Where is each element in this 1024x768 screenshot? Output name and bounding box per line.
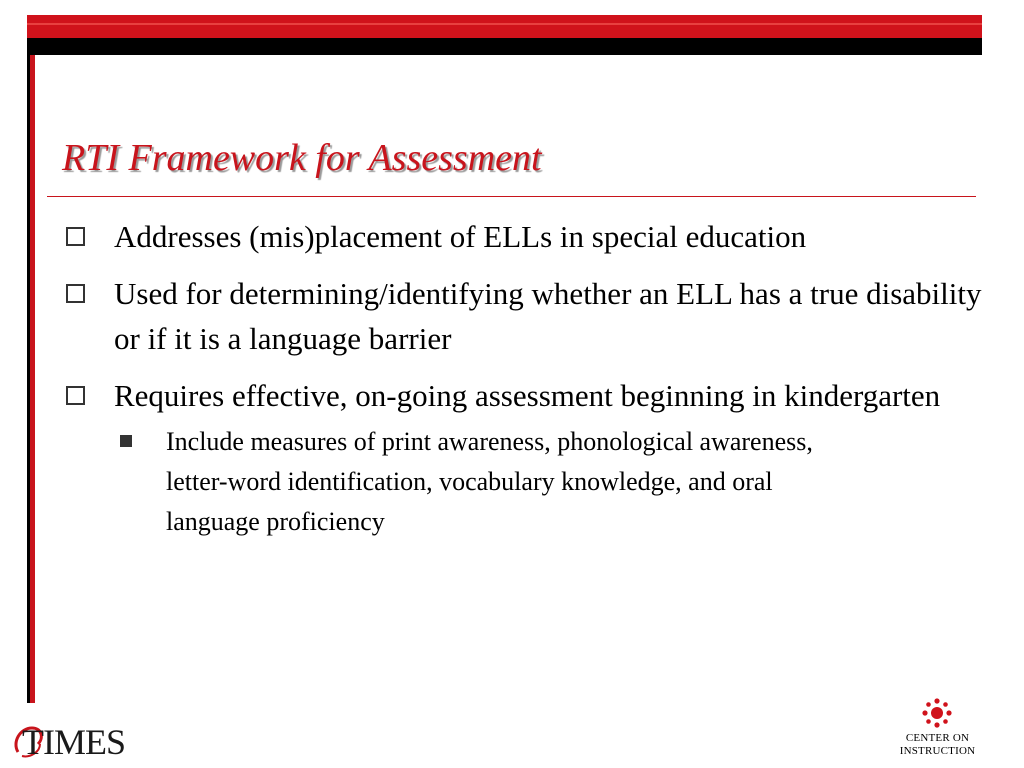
checkbox-icon: [66, 227, 85, 246]
bullet-text: Requires effective, on-going assessment beginning in kindergarten: [114, 378, 941, 413]
bullet-text: Addresses (mis)placement of ELLs in special education: [114, 219, 807, 254]
top-banner-black: [27, 38, 982, 55]
checkbox-icon: [66, 284, 85, 303]
sub-bullet-text: Include measures of print awareness, phonological awareness, letter-word identification, vocabulary knowledge, and oral language proficiency: [166, 427, 813, 536]
bullet-item: [62, 373, 982, 418]
square-icon: [120, 435, 132, 447]
bullet-text: Used for determining/identifying whether an ELL has a true disability or if it is a language barrier: [114, 276, 982, 356]
times-logo-text: TIMES: [22, 722, 125, 762]
checkbox-icon: [66, 386, 85, 405]
coi-logo-line1: CENTER ON: [905, 732, 970, 744]
slide-title: RTI Framework for Assessment: [62, 137, 542, 179]
starburst-icon: [920, 698, 954, 728]
sub-bullet-list: [114, 422, 982, 542]
title-underline: [47, 196, 976, 197]
bullet-list: [62, 214, 982, 542]
left-rule-red: [30, 55, 35, 703]
top-banner-stripe: [27, 23, 982, 25]
coi-logo-line2: INSTRUCTION: [899, 745, 976, 757]
top-banner-red: [27, 15, 982, 38]
sub-bullet-item: [114, 422, 866, 542]
center-on-instruction-logo: [890, 698, 985, 764]
times-logo: [10, 722, 150, 762]
bullet-item: [62, 271, 982, 361]
bullet-item: [62, 214, 982, 259]
sub-bullet-group: [114, 422, 982, 542]
